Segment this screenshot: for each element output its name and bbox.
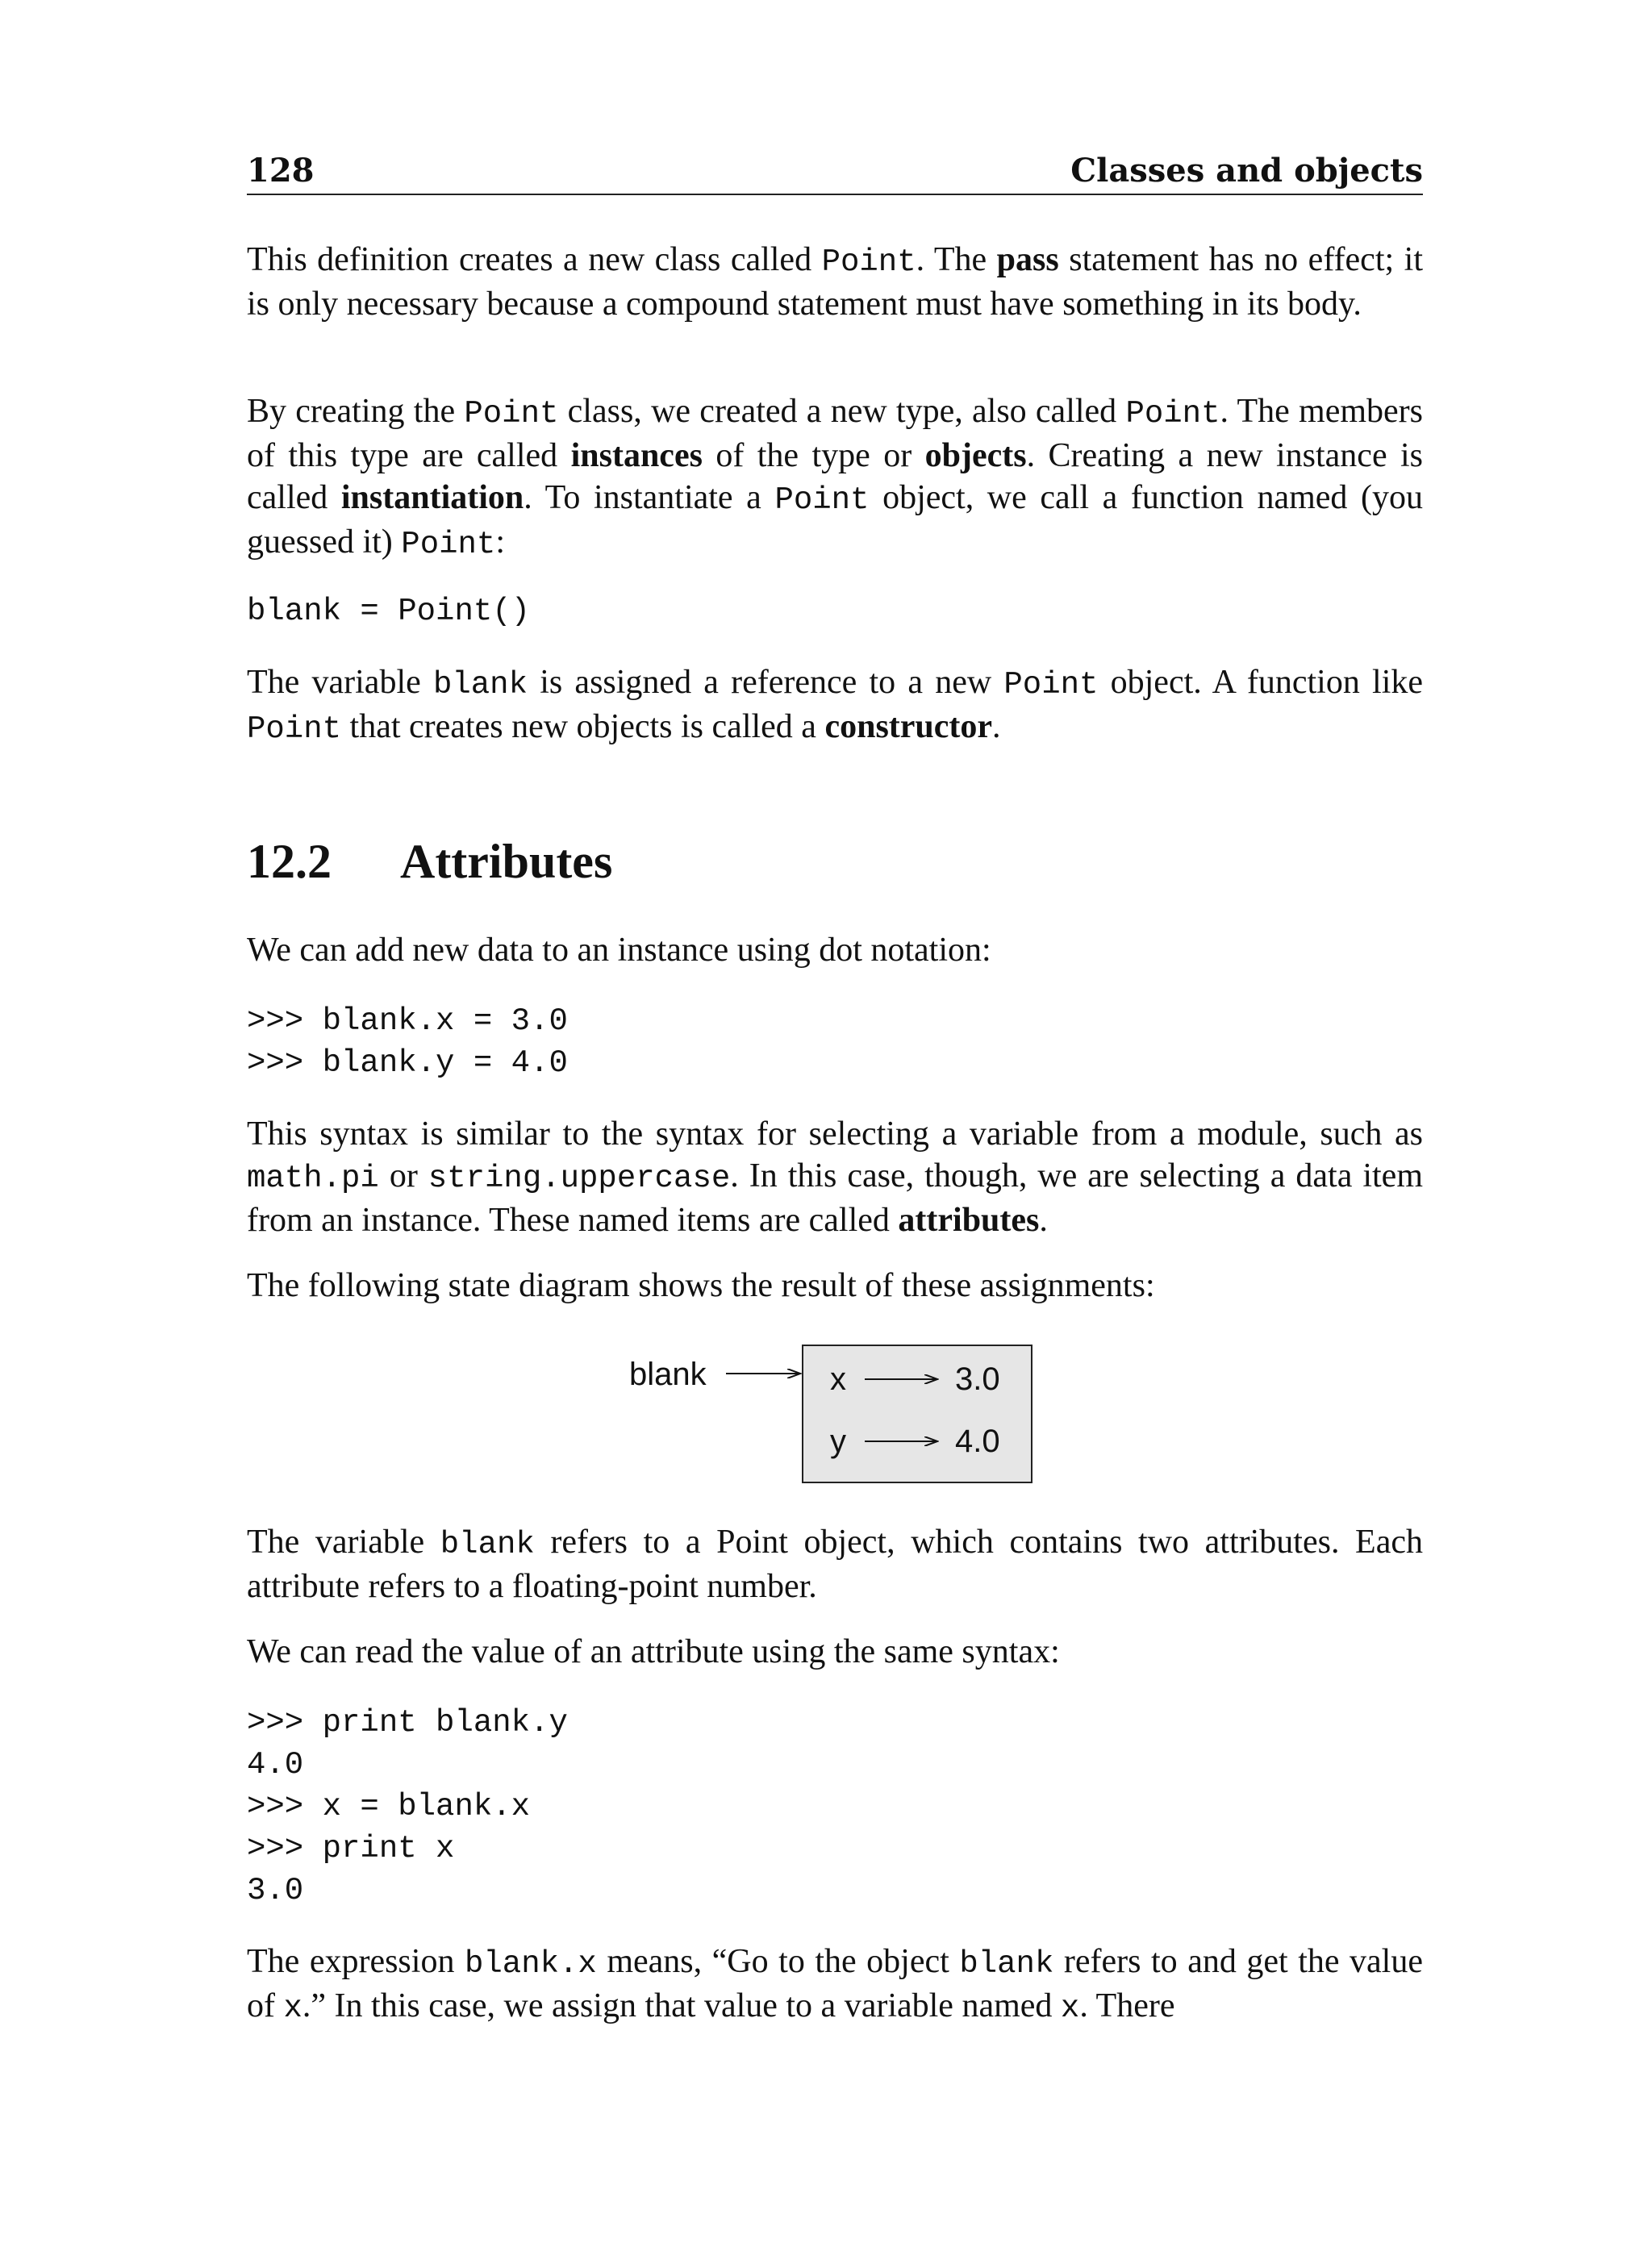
paragraph-read-attribute: We can read the value of an attribute using the same syntax: bbox=[247, 1633, 1060, 1670]
code-inline: Point bbox=[464, 396, 559, 432]
code-line: 4.0 bbox=[247, 1747, 304, 1782]
paragraph-instances: By creating the Point class, we created a new type, also called Point. The members of this type are called instances of the type or objects. Creating a new instance is called instantiation. To instantiate a Point object, we call a function named (you guessed it) Point: bbox=[247, 393, 1424, 562]
code-inline: x bbox=[283, 1991, 302, 2026]
bold-term: instantiation bbox=[340, 479, 524, 516]
code-line: >>> x = blank.x bbox=[247, 1789, 531, 1824]
page-number: 128 bbox=[247, 152, 315, 190]
bold-term: attributes bbox=[898, 1202, 1040, 1239]
paragraph-dot-notation: We can add new data to an instance using dot notation: bbox=[247, 932, 991, 969]
code-inline: Point bbox=[821, 244, 916, 280]
code-line: >>> blank.x = 3.0 bbox=[247, 1003, 568, 1039]
code-inline: x bbox=[1060, 1991, 1080, 2026]
code-inline: Point bbox=[247, 711, 342, 747]
paragraph-class-definition: This definition creates a new class called Point. The pass statement has no effect; it is only necessary because a compound statement must have something in its body. bbox=[247, 241, 1423, 323]
code-inline: blank bbox=[432, 667, 528, 703]
variable-label: blank bbox=[629, 1357, 707, 1392]
code-line: >>> print x bbox=[247, 1831, 455, 1866]
bold-term: pass bbox=[996, 241, 1059, 278]
attr-name-x: x bbox=[830, 1361, 846, 1397]
paragraph-blank-refers: The variable blank refers to a Point object, which contains two attributes. Each attribute refers to a floating-point number. bbox=[247, 1524, 1423, 1605]
code-inline: blank.x bbox=[464, 1946, 597, 1982]
attr-value-y: 4.0 bbox=[955, 1424, 1000, 1459]
section-number: 12.2 bbox=[247, 835, 332, 888]
code-block-constructor: blank = Point() bbox=[247, 594, 531, 629]
section-title: Attributes bbox=[400, 835, 613, 888]
paragraph-state-diagram-intro: The following state diagram shows the result of these assignments: bbox=[247, 1267, 1155, 1304]
code-inline: blank bbox=[959, 1946, 1054, 1982]
attr-name-y: y bbox=[830, 1424, 846, 1459]
code-line: >>> blank.y = 4.0 bbox=[247, 1045, 568, 1081]
code-line: 3.0 bbox=[247, 1873, 304, 1908]
code-inline: math.pi bbox=[247, 1161, 379, 1196]
paragraph-constructor: The variable blank is assigned a reference to a new Point object. A function like Point that creates new objects is called a constructor. bbox=[247, 664, 1424, 747]
code-block-read bbox=[247, 1702, 568, 1912]
code-inline: blank bbox=[440, 1527, 535, 1562]
attr-value-x: 3.0 bbox=[955, 1361, 1000, 1397]
chapter-title: Classes and objects bbox=[1070, 152, 1423, 190]
paragraph-expression: The expression blank.x means, “Go to the object blank refers to and get the value of x.” In this case, we assign that value to a variable named x. There bbox=[247, 1943, 1423, 2026]
code-inline: Point bbox=[1003, 667, 1099, 703]
code-inline: Point bbox=[401, 527, 496, 562]
code-inline: Point bbox=[1125, 396, 1220, 432]
paragraph-attributes: This syntax is similar to the syntax for selecting a variable from a module, such as math.pi or string.uppercase. In this case, though, we are selecting a data item from an instance. These named items are called attributes. bbox=[247, 1115, 1423, 1239]
bold-term: objects bbox=[924, 437, 1027, 474]
code-line: >>> print blank.y bbox=[247, 1705, 568, 1741]
code-inline: Point bbox=[774, 482, 870, 518]
bold-term: constructor bbox=[824, 708, 993, 745]
bold-term: instances bbox=[570, 437, 703, 474]
code-inline: string.uppercase bbox=[428, 1161, 731, 1196]
